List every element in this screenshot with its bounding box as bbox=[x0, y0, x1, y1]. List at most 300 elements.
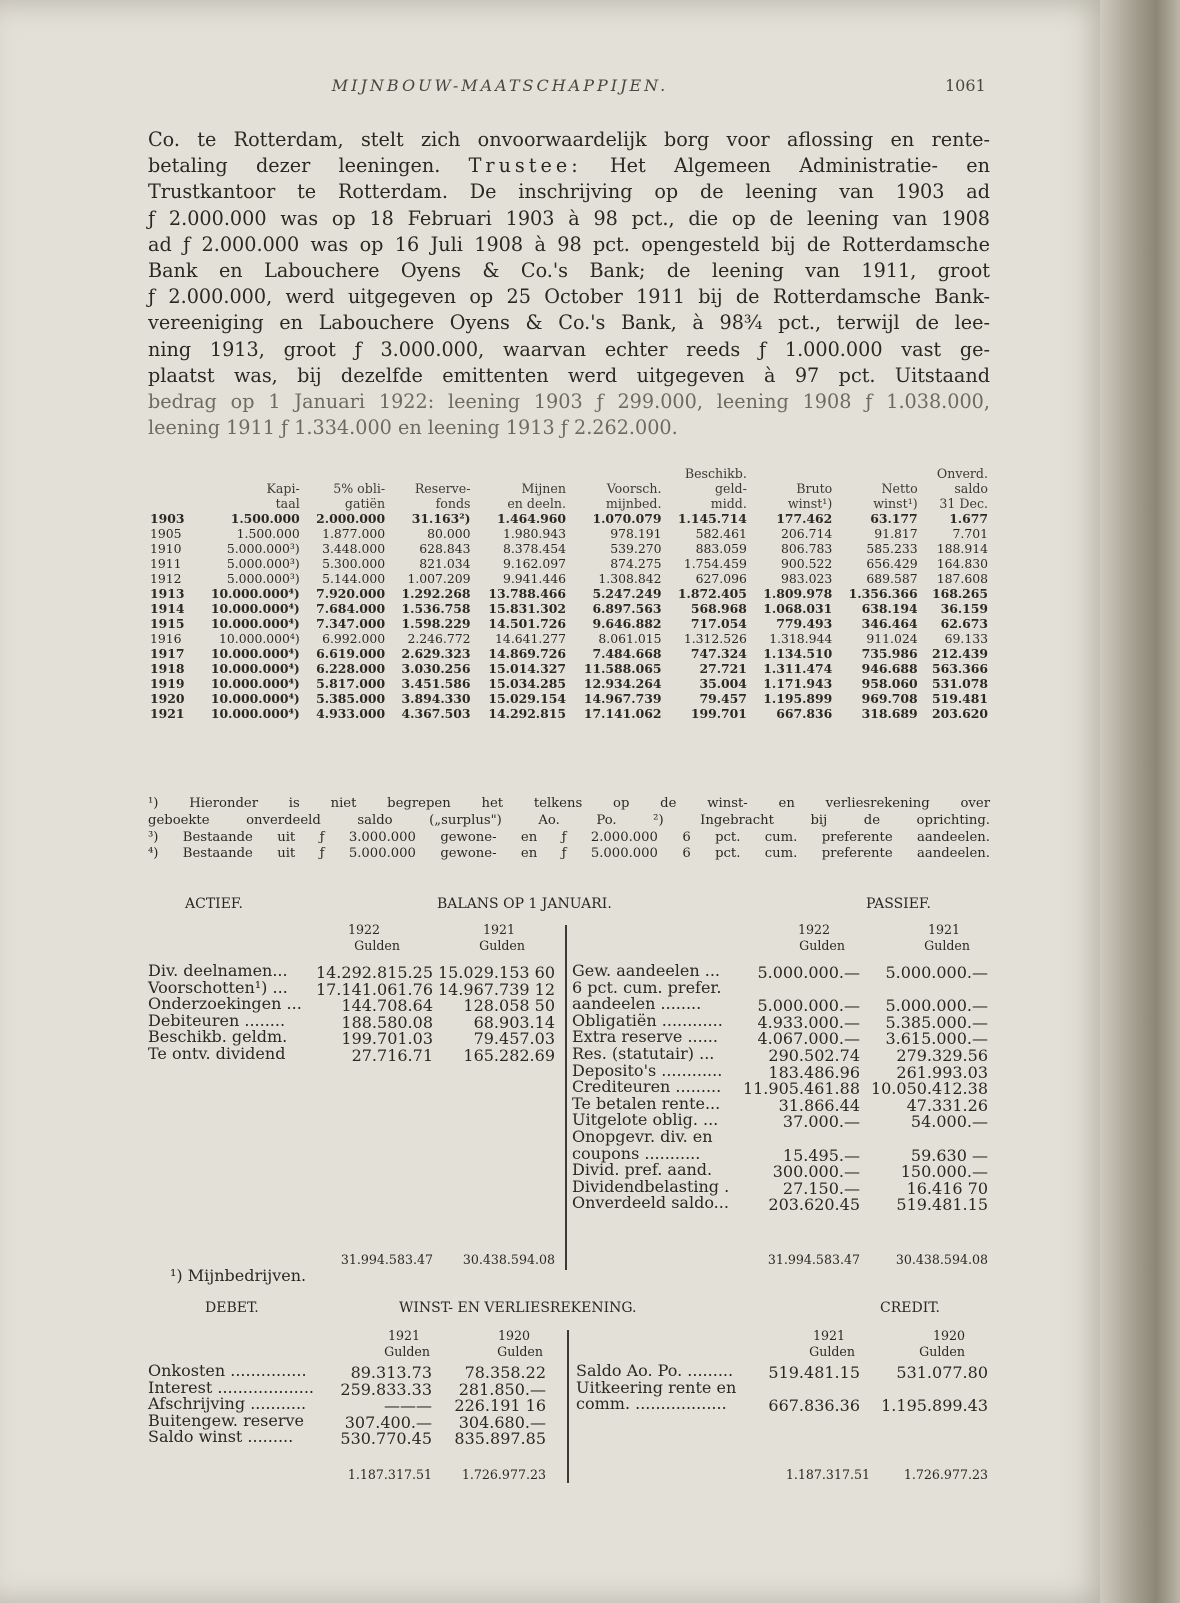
account-value: 531.077.80 bbox=[896, 1363, 988, 1382]
value-cell: 806.783 bbox=[781, 541, 833, 556]
value-cell: 911.024 bbox=[866, 631, 918, 646]
footnote-line: geboekte onverdeeld saldo („surplus") Ao. Po. ²) Ingebracht bij de oprichting. bbox=[148, 812, 990, 828]
header-cell bbox=[148, 496, 193, 511]
account-value: 37.000.— bbox=[782, 1112, 860, 1132]
text-line: ad ƒ 2.000.000 was op 16 Juli 1908 à 98 pct. opengesteld bij de Rotterdamsche bbox=[148, 232, 990, 256]
unit-heading: Gulden bbox=[919, 1344, 965, 1359]
value-cell: 7.701 bbox=[952, 526, 988, 541]
value-cell: 10.000.000⁴) bbox=[210, 691, 300, 706]
account-label: Deposito's ............ bbox=[572, 1060, 723, 1080]
value-cell: 531.078 bbox=[931, 676, 988, 691]
value-cell: 206.714 bbox=[781, 526, 833, 541]
year-heading: 1921 bbox=[482, 922, 515, 937]
account-value: 4.067.000.— bbox=[757, 1029, 860, 1049]
value-cell: 6.897.563 bbox=[592, 601, 662, 616]
table-row bbox=[148, 646, 990, 661]
text-line: ning 1913, groot ƒ 3.000.000, waarvan echter reeds ƒ 1.000.000 vast ge- bbox=[148, 337, 990, 361]
text-line: leening 1911 ƒ 1.334.000 en leening 1913 ƒ 2.262.000. bbox=[148, 416, 678, 440]
value-cell: 15.029.154 bbox=[488, 691, 566, 706]
account-value: 279.329.56 bbox=[896, 1046, 988, 1065]
account-value: 79.457.03 bbox=[473, 1029, 555, 1049]
account-label: Afschrijving ........... bbox=[148, 1394, 307, 1414]
value-cell: 35.004 bbox=[699, 676, 747, 691]
value-cell: 14.641.277 bbox=[495, 631, 566, 646]
account-value: 47.331.26 bbox=[906, 1095, 988, 1115]
account-value: 144.708.64 bbox=[341, 996, 433, 1016]
unit-heading: Gulden bbox=[799, 938, 845, 953]
account-value: 14.292.815.25 bbox=[315, 963, 433, 982]
value-cell: 628.843 bbox=[419, 541, 471, 556]
account-value: 519.481.15 bbox=[896, 1195, 988, 1215]
value-cell: 177.462 bbox=[776, 511, 833, 526]
value-cell: 62.673 bbox=[940, 616, 988, 631]
account-value: 261.993.03 bbox=[896, 1062, 988, 1082]
year-cell: 1915 bbox=[150, 616, 185, 631]
value-cell: 5.817.000 bbox=[316, 676, 386, 691]
value-cell: 1.311.474 bbox=[763, 661, 833, 676]
account-value: 16.416 70 bbox=[906, 1178, 988, 1198]
account-value: 5.000.000.— bbox=[885, 963, 988, 982]
header-cell: Mijnen bbox=[521, 481, 566, 496]
account-value: 128.058 50 bbox=[463, 996, 555, 1016]
text-line bbox=[148, 153, 990, 179]
balance-title: BALANS OP 1 JANUARI. bbox=[437, 896, 612, 912]
value-cell: 4.933.000 bbox=[316, 706, 386, 721]
header-cell: midd. bbox=[710, 496, 747, 511]
account-value: 27.150.— bbox=[782, 1178, 860, 1198]
year-heading: 1922 bbox=[347, 922, 380, 937]
header-cell bbox=[749, 466, 834, 481]
total-value: 1.726.977.23 bbox=[903, 1467, 988, 1482]
value-cell: 1.500.000 bbox=[236, 526, 300, 541]
year-cell: 1916 bbox=[150, 631, 182, 646]
intro-paragraph bbox=[148, 127, 990, 441]
account-value: 199.701.03 bbox=[341, 1029, 433, 1049]
year-heading: 1920 bbox=[497, 1328, 530, 1343]
table-row bbox=[148, 556, 990, 571]
history-table bbox=[148, 466, 990, 721]
value-cell: 585.233 bbox=[866, 541, 918, 556]
value-cell: 36.159 bbox=[940, 601, 988, 616]
year-cell: 1903 bbox=[150, 511, 185, 526]
value-cell: 627.096 bbox=[695, 571, 747, 586]
value-cell: 346.464 bbox=[861, 616, 918, 631]
value-cell: 1.007.209 bbox=[407, 571, 471, 586]
value-cell: 10.000.000⁴) bbox=[210, 646, 300, 661]
header-cell: winst¹) bbox=[873, 496, 918, 511]
table-row bbox=[148, 586, 990, 601]
value-cell: 717.054 bbox=[690, 616, 747, 631]
value-cell: 5.000.000³) bbox=[226, 541, 300, 556]
value-cell: 656.429 bbox=[866, 556, 918, 571]
text-segment: betaling dezer leeningen. bbox=[148, 154, 441, 178]
value-cell: 958.060 bbox=[861, 676, 918, 691]
value-cell: 1.292.268 bbox=[401, 586, 471, 601]
account-value: 530.770.45 bbox=[340, 1429, 432, 1449]
header-cell bbox=[834, 466, 919, 481]
account-value: 10.050.412.38 bbox=[870, 1079, 988, 1099]
account-label: comm. .................. bbox=[576, 1394, 727, 1414]
value-cell: 14.869.726 bbox=[488, 646, 566, 661]
year-cell: 1905 bbox=[150, 526, 182, 541]
value-cell: 5.000.000³) bbox=[226, 556, 300, 571]
value-cell: 7.347.000 bbox=[316, 616, 386, 631]
header-cell: Reserve- bbox=[414, 481, 471, 496]
header-cell: Voorsch. bbox=[606, 481, 662, 496]
account-label: aandeelen ........ bbox=[572, 994, 702, 1014]
text-line: Co. te Rotterdam, stelt zich onvoorwaardelijk borg voor aflossing en rente- bbox=[148, 128, 990, 151]
header-cell bbox=[193, 466, 302, 481]
value-cell: 735.986 bbox=[861, 646, 918, 661]
account-value: 203.620.45 bbox=[768, 1195, 860, 1215]
header-cell: gatiën bbox=[344, 496, 386, 511]
unit-heading: Gulden bbox=[497, 1344, 543, 1359]
value-cell: 4.367.503 bbox=[401, 706, 471, 721]
year-cell: 1920 bbox=[150, 691, 185, 706]
total-value: 1.726.977.23 bbox=[461, 1467, 546, 1482]
value-cell: 168.265 bbox=[931, 586, 988, 601]
account-label: 6 pct. cum. prefer. bbox=[572, 977, 722, 997]
value-cell: 188.914 bbox=[936, 541, 988, 556]
value-cell: 1.171.943 bbox=[763, 676, 833, 691]
value-cell: 9.646.882 bbox=[592, 616, 662, 631]
value-cell: 3.894.330 bbox=[401, 691, 471, 706]
value-cell: 10.000.000⁴) bbox=[210, 601, 300, 616]
account-value: 15.029.153 60 bbox=[437, 963, 555, 982]
value-cell: 1.318.944 bbox=[769, 631, 833, 646]
page-number: 1061 bbox=[945, 76, 986, 95]
account-value: 31.866.44 bbox=[778, 1095, 860, 1115]
value-cell: 91.817 bbox=[874, 526, 918, 541]
account-value: 68.903.14 bbox=[473, 1012, 555, 1032]
value-cell: 539.270 bbox=[610, 541, 662, 556]
account-label: Uitgelote oblig. ... bbox=[572, 1110, 719, 1130]
total-value: 31.994.583.47 bbox=[767, 1252, 860, 1267]
year-cell: 1910 bbox=[150, 541, 182, 556]
unit-heading: Gulden bbox=[924, 938, 970, 953]
header-cell: geld- bbox=[715, 481, 747, 496]
table-row bbox=[148, 676, 990, 691]
account-value: 78.358.22 bbox=[464, 1363, 546, 1382]
value-cell: 519.481 bbox=[931, 691, 988, 706]
text-line: plaatst was, bij dezelfde emittenten werd uitgegeven à 97 pct. Uitstaand bbox=[148, 363, 990, 387]
account-label: Interest ................... bbox=[148, 1377, 314, 1397]
value-cell: 9.162.097 bbox=[502, 556, 566, 571]
value-cell: 874.275 bbox=[610, 556, 662, 571]
year-heading: 1921 bbox=[927, 922, 960, 937]
account-value: 667.836.36 bbox=[768, 1396, 860, 1416]
book-spine bbox=[1100, 0, 1180, 1603]
account-label: Onopgevr. div. en bbox=[572, 1127, 713, 1146]
value-cell: 11.588.065 bbox=[583, 661, 662, 676]
value-cell: 1.145.714 bbox=[677, 511, 747, 526]
history-header-row bbox=[148, 481, 990, 496]
value-cell: 2.000.000 bbox=[316, 511, 386, 526]
account-value: 307.400.— bbox=[344, 1412, 432, 1432]
history-header-row bbox=[148, 496, 990, 511]
header-cell: fonds bbox=[435, 496, 471, 511]
header-cell: saldo bbox=[954, 481, 988, 496]
value-cell: 6.619.000 bbox=[316, 646, 386, 661]
value-cell: 1.312.526 bbox=[683, 631, 747, 646]
account-label: Onderzoekingen ... bbox=[148, 994, 302, 1014]
footnote-line: ¹) Hieronder is niet begrepen het telkens op de winst- en verliesrekening over bbox=[148, 796, 990, 811]
account-value: 5.000.000.— bbox=[757, 996, 860, 1016]
value-cell: 1.068.031 bbox=[763, 601, 833, 616]
value-cell: 883.059 bbox=[695, 541, 747, 556]
value-cell: 7.920.000 bbox=[316, 586, 386, 601]
header-cell: Beschikb. bbox=[684, 466, 747, 481]
text-line: Trustkantoor te Rotterdam. De inschrijving op de leening van 1903 ad bbox=[148, 180, 990, 204]
total-value: 1.187.317.51 bbox=[785, 1467, 870, 1482]
header-cell: mijnbed. bbox=[605, 496, 662, 511]
account-value: 89.313.73 bbox=[350, 1363, 432, 1382]
value-cell: 563.366 bbox=[931, 661, 988, 676]
unit-heading: Gulden bbox=[354, 938, 400, 953]
account-label: Res. (statutair) ... bbox=[572, 1044, 715, 1063]
account-value: 183.486.96 bbox=[768, 1062, 860, 1082]
account-value: 27.716.71 bbox=[351, 1046, 433, 1065]
value-cell: 6.228.000 bbox=[316, 661, 386, 676]
value-cell: 14.967.739 bbox=[583, 691, 662, 706]
header-cell: 5% obli- bbox=[333, 481, 386, 496]
value-cell: 212.439 bbox=[931, 646, 988, 661]
account-value: 281.850.— bbox=[458, 1379, 546, 1399]
year-heading: 1921 bbox=[387, 1328, 420, 1343]
value-cell: 8.061.015 bbox=[598, 631, 662, 646]
account-label: Obligatiën ............ bbox=[572, 1010, 723, 1030]
pl-title: WINST- EN VERLIESREKENING. bbox=[399, 1300, 637, 1316]
header-cell bbox=[387, 466, 472, 481]
balance-footnote: ¹) Mijnbedrijven. bbox=[170, 1266, 307, 1285]
value-cell: 6.992.000 bbox=[322, 631, 386, 646]
account-value: 15.495.— bbox=[782, 1145, 860, 1165]
text-line: ƒ 2.000.000 was op 18 Februari 1903 à 98 pct., die op de leening van 1908 bbox=[148, 206, 990, 230]
account-label: Debiteuren ........ bbox=[148, 1010, 286, 1030]
account-value: 226.191 16 bbox=[454, 1396, 546, 1416]
value-cell: 5.300.000 bbox=[322, 556, 386, 571]
table-row bbox=[148, 511, 990, 526]
year-cell: 1918 bbox=[150, 661, 185, 676]
year-cell: 1913 bbox=[150, 586, 185, 601]
text-line: bedrag op 1 Januari 1922: leening 1903 ƒ 299.000, leening 1908 ƒ 1.038.000, bbox=[148, 390, 990, 414]
value-cell: 69.133 bbox=[944, 631, 988, 646]
header-cell bbox=[148, 466, 193, 481]
year-cell: 1914 bbox=[150, 601, 185, 616]
value-cell: 7.684.000 bbox=[316, 601, 386, 616]
value-cell: 3.030.256 bbox=[401, 661, 471, 676]
table-row bbox=[148, 526, 990, 541]
footnotes bbox=[148, 796, 990, 863]
column-divider bbox=[565, 925, 567, 1270]
year-heading: 1922 bbox=[797, 922, 830, 937]
year-cell: 1912 bbox=[150, 571, 182, 586]
value-cell: 1.980.943 bbox=[502, 526, 566, 541]
value-cell: 199.701 bbox=[690, 706, 747, 721]
value-cell: 3.451.586 bbox=[401, 676, 471, 691]
account-label: Extra reserve ...... bbox=[572, 1027, 718, 1047]
table-row bbox=[148, 571, 990, 586]
value-cell: 10.000.000⁴) bbox=[218, 631, 300, 646]
year-cell: 1919 bbox=[150, 676, 185, 691]
account-value: 54.000.— bbox=[910, 1112, 988, 1132]
value-cell: 187.608 bbox=[936, 571, 988, 586]
running-title: MIJNBOUW-MAATSCHAPPIJEN. bbox=[331, 76, 669, 95]
value-cell: 900.522 bbox=[781, 556, 833, 571]
header-cell: Kapi- bbox=[266, 481, 300, 496]
text-line: Bank en Labouchere Oyens & Co.'s Bank; de leening van 1911, groot bbox=[148, 259, 990, 283]
account-value: 5.000.000.— bbox=[885, 996, 988, 1016]
table-row bbox=[148, 616, 990, 631]
value-cell: 1.195.899 bbox=[763, 691, 833, 706]
value-cell: 63.177 bbox=[870, 511, 918, 526]
value-cell: 27.721 bbox=[699, 661, 747, 676]
account-label: Saldo Ao. Po. ......... bbox=[576, 1361, 734, 1380]
account-value: 59.630 — bbox=[910, 1145, 988, 1165]
value-cell: 747.324 bbox=[690, 646, 747, 661]
header-cell bbox=[302, 466, 387, 481]
trustee-label: Trustee: bbox=[468, 154, 582, 178]
value-cell: 15.034.285 bbox=[488, 676, 566, 691]
total-value: 1.187.317.51 bbox=[347, 1467, 432, 1482]
account-label: Onkosten ............... bbox=[148, 1361, 307, 1380]
account-value: 304.680.— bbox=[458, 1412, 546, 1432]
table-row bbox=[148, 541, 990, 556]
year-cell: 1921 bbox=[150, 706, 185, 721]
value-cell: 79.457 bbox=[699, 691, 747, 706]
header-cell: Onverd. bbox=[936, 466, 988, 481]
table-row bbox=[148, 631, 990, 646]
text-line: ƒ 2.000.000, werd uitgegeven op 25 October 1911 bij de Rotterdamsche Bank- bbox=[148, 285, 990, 309]
account-label: coupons ........... bbox=[572, 1143, 701, 1163]
value-cell: 2.246.772 bbox=[407, 631, 471, 646]
account-value: 835.897.85 bbox=[454, 1429, 546, 1449]
account-value: 290.502.74 bbox=[768, 1046, 860, 1065]
table-row bbox=[148, 661, 990, 676]
value-cell: 978.191 bbox=[610, 526, 662, 541]
value-cell: 689.587 bbox=[866, 571, 918, 586]
value-cell: 5.144.000 bbox=[322, 571, 386, 586]
value-cell: 14.501.726 bbox=[488, 616, 566, 631]
header-cell: Bruto bbox=[796, 481, 833, 496]
value-cell: 568.968 bbox=[690, 601, 747, 616]
account-value: 4.933.000.— bbox=[757, 1012, 860, 1032]
year-cell: 1911 bbox=[150, 556, 182, 571]
value-cell: 10.000.000⁴) bbox=[210, 586, 300, 601]
value-cell: 1.070.079 bbox=[592, 511, 662, 526]
header-cell: 31 Dec. bbox=[939, 496, 988, 511]
value-cell: 14.292.815 bbox=[488, 706, 566, 721]
unit-heading: Gulden bbox=[479, 938, 525, 953]
header-cell bbox=[473, 466, 568, 481]
account-label: Crediteuren ......... bbox=[572, 1077, 722, 1097]
value-cell: 582.461 bbox=[695, 526, 747, 541]
account-label: Onverdeeld saldo... bbox=[572, 1193, 729, 1213]
account-value: ——— bbox=[384, 1396, 432, 1416]
year-heading: 1921 bbox=[812, 1328, 845, 1343]
account-value: 259.833.33 bbox=[340, 1379, 432, 1399]
value-cell: 1.536.758 bbox=[401, 601, 471, 616]
value-cell: 779.493 bbox=[776, 616, 833, 631]
value-cell: 203.620 bbox=[931, 706, 988, 721]
value-cell: 1.754.459 bbox=[683, 556, 747, 571]
header-cell: en deeln. bbox=[507, 496, 566, 511]
value-cell: 946.688 bbox=[861, 661, 918, 676]
value-cell: 3.448.000 bbox=[322, 541, 386, 556]
account-label: Div. deelnamen... bbox=[148, 961, 288, 980]
account-label: Dividendbelasting . bbox=[572, 1176, 730, 1196]
value-cell: 2.629.323 bbox=[401, 646, 471, 661]
value-cell: 1.677 bbox=[949, 511, 988, 526]
value-cell: 1.464.960 bbox=[497, 511, 566, 526]
table-row bbox=[148, 601, 990, 616]
account-label: Gew. aandeelen ... bbox=[572, 961, 721, 980]
account-value: 5.000.000.— bbox=[757, 963, 860, 982]
history-header-row bbox=[148, 466, 990, 481]
account-label: Saldo winst ......... bbox=[148, 1427, 294, 1447]
account-value: 14.967.739 12 bbox=[437, 979, 555, 999]
footnote-line: ⁴) Bestaande uit ƒ 5.000.000 gewone- en ƒ 5.000.000 6 pct. cum. preferente aandeelen. bbox=[148, 846, 990, 862]
value-cell: 10.000.000⁴) bbox=[210, 676, 300, 691]
value-cell: 821.034 bbox=[419, 556, 471, 571]
account-value: 150.000.— bbox=[900, 1162, 988, 1182]
value-cell: 5.385.000 bbox=[316, 691, 386, 706]
value-cell: 969.708 bbox=[861, 691, 918, 706]
year-cell: 1917 bbox=[150, 646, 185, 661]
value-cell: 1.308.842 bbox=[598, 571, 662, 586]
value-cell: 31.163²) bbox=[411, 511, 471, 526]
table-row bbox=[148, 691, 990, 706]
total-value: 30.438.594.08 bbox=[895, 1252, 988, 1267]
text-segment: Het Algemeen Administratie- en bbox=[609, 154, 990, 178]
value-cell: 10.000.000⁴) bbox=[210, 706, 300, 721]
header-cell bbox=[148, 481, 193, 496]
value-cell: 8.378.454 bbox=[502, 541, 566, 556]
account-value: 188.580.08 bbox=[341, 1012, 433, 1032]
value-cell: 318.689 bbox=[861, 706, 918, 721]
value-cell: 667.836 bbox=[776, 706, 833, 721]
year-heading: 1920 bbox=[932, 1328, 965, 1343]
header-cell bbox=[568, 466, 663, 481]
value-cell: 164.830 bbox=[936, 556, 988, 571]
account-value: 1.195.899.43 bbox=[881, 1396, 988, 1416]
value-cell: 7.484.668 bbox=[592, 646, 662, 661]
account-label: Divid. pref. aand. bbox=[572, 1160, 713, 1180]
table-row bbox=[148, 706, 990, 721]
account-value: 5.385.000.— bbox=[885, 1012, 988, 1032]
account-value: 3.615.000.— bbox=[885, 1029, 988, 1049]
passief-title: PASSIEF. bbox=[866, 896, 931, 912]
value-cell: 10.000.000⁴) bbox=[210, 661, 300, 676]
value-cell: 1.356.366 bbox=[848, 586, 918, 601]
value-cell: 80.000 bbox=[427, 526, 471, 541]
value-cell: 13.788.466 bbox=[488, 586, 566, 601]
header-cell: taal bbox=[275, 496, 300, 511]
header-cell: Netto bbox=[881, 481, 918, 496]
total-value: 30.438.594.08 bbox=[462, 1252, 555, 1267]
actief-title: ACTIEF. bbox=[185, 896, 243, 912]
text-line: vereeniging en Labouchere Oyens & Co.'s Bank, à 98¾ pct., terwijl de lee- bbox=[148, 311, 990, 335]
value-cell: 1.809.978 bbox=[763, 586, 833, 601]
account-label: Buitengew. reserve bbox=[148, 1410, 305, 1430]
value-cell: 1.598.229 bbox=[401, 616, 471, 631]
debet-title: DEBET. bbox=[205, 1300, 259, 1316]
account-value: 11.905.461.88 bbox=[742, 1079, 860, 1099]
value-cell: 17.141.062 bbox=[583, 706, 662, 721]
account-label: Te betalen rente... bbox=[572, 1093, 721, 1113]
value-cell: 9.941.446 bbox=[502, 571, 566, 586]
value-cell: 638.194 bbox=[861, 601, 918, 616]
